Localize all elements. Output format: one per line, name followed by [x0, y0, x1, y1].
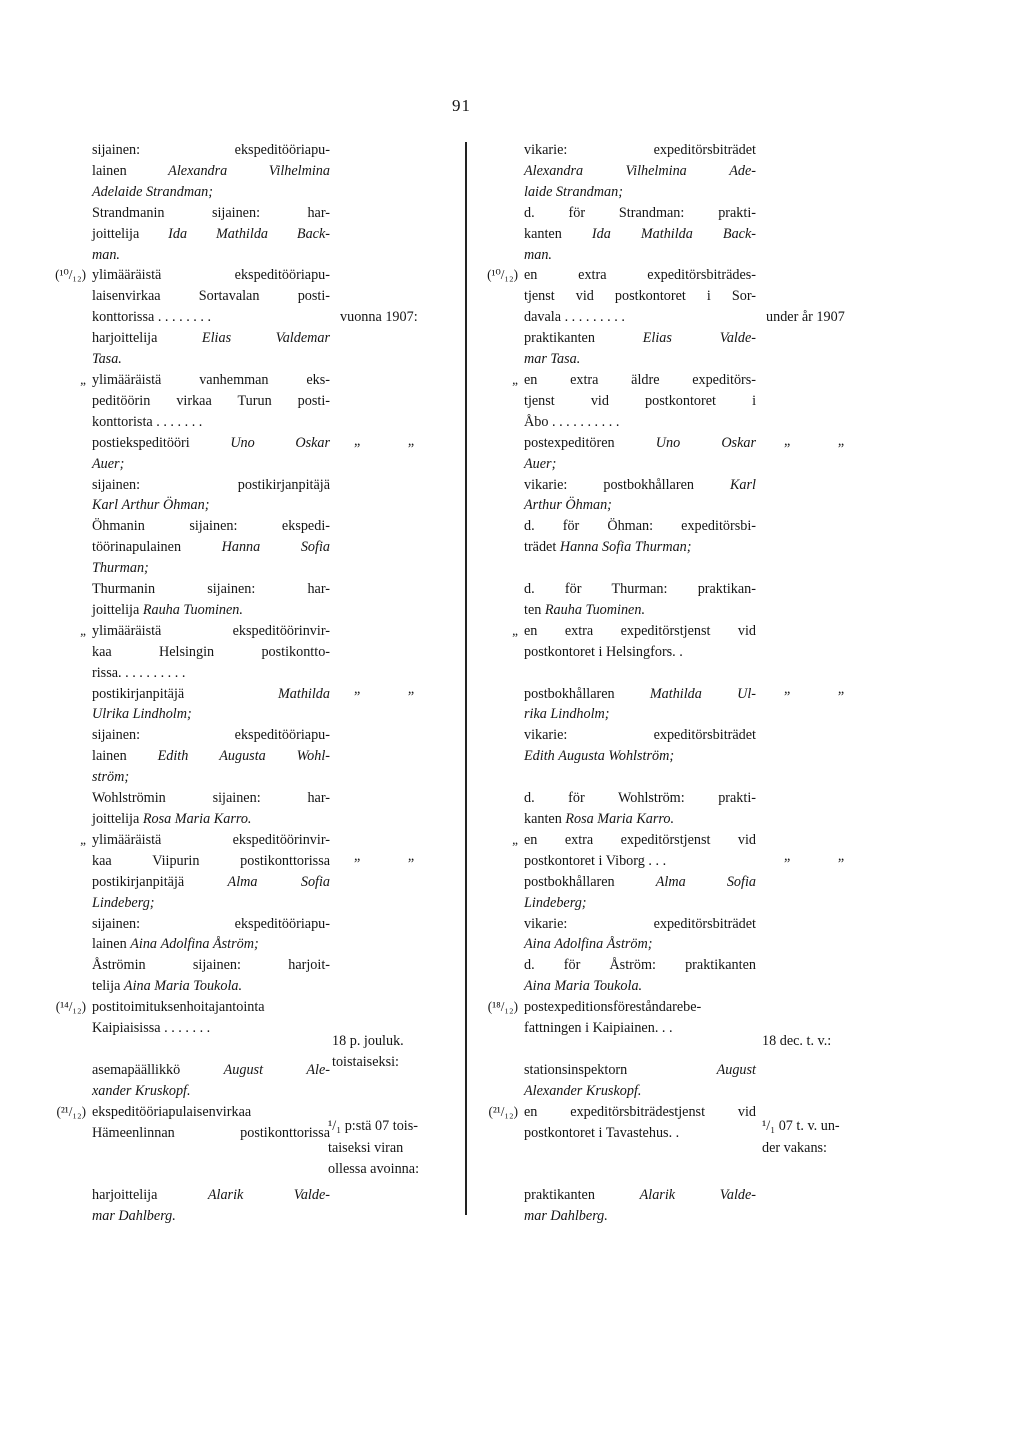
fi-entry-line: asemapäällikkö August Ale-	[92, 1061, 330, 1078]
fi-entry-line: Ulrika Lindholm;	[92, 706, 192, 723]
sv-entry-line: stationsinspektorn August	[524, 1061, 756, 1078]
fi-entry-line: kaa Viipurin postikonttorissa	[92, 852, 331, 869]
fi-entry-line: postikirjanpitäjä Alma Sofia	[92, 873, 331, 890]
sv-entry-line: vikarie: expeditörsbiträdet	[524, 142, 756, 158]
fi-date-1907: vuonna 1907:	[340, 309, 418, 325]
fi-date-hameenlinna-1: ¹/₁ p:stä 07 tois-	[328, 1118, 418, 1134]
sv-ditto-viborg: „ „	[784, 848, 867, 864]
sv-ditto-helsingfors: „ „	[784, 681, 867, 697]
sv-entry-line: Alexandra Vilhelmina Ade-	[524, 162, 756, 179]
sv-entry-line	[524, 767, 756, 788]
fi-date-hameenlinna-3: ollessa avoinna:	[328, 1161, 420, 1177]
swedish-column	[487, 140, 757, 1227]
sv-entry-line: laide Strandman;	[524, 183, 623, 200]
sv-entry-line: man.	[524, 246, 552, 263]
column-divider	[465, 142, 467, 1215]
sv-entry-marker: (¹⁰/₁₂)	[487, 267, 518, 283]
sv-entry-line: tjenst vid postkontoret i Sor-	[524, 288, 756, 305]
sv-entry-line: Aina Maria Toukola.	[524, 978, 643, 995]
fi-entry-line: Wohlströmin sijainen: har-	[92, 790, 331, 807]
sv-entry-line: kanten Ida Mathilda Back-	[524, 225, 757, 242]
fi-entry-line: ekspeditööriapulaisenvirkaa	[92, 1103, 252, 1120]
fi-entry-line: lainen Alexandra Vilhelmina	[92, 162, 330, 179]
fi-entry-line: Strandmanin sijainen: har-	[92, 204, 330, 221]
sv-date-kaipiainen: 18 dec. t. v.:	[762, 1033, 832, 1049]
fi-entry-line: rissa. . . . . . . . . .	[92, 664, 186, 681]
sv-entry-line: Lindeberg;	[524, 894, 587, 911]
sv-entry-line: postbokhållaren Mathilda Ul-	[524, 685, 757, 702]
sv-entry-line: vikarie: expeditörsbiträdet	[524, 915, 756, 932]
sv-entry-line: davala . . . . . . . . .	[524, 309, 625, 326]
sv-entry-line: ten Rauha Tuominen.	[524, 601, 645, 618]
sv-entry-line: mar Dahlberg.	[524, 1208, 608, 1225]
fi-entry-line: xander Kruskopf.	[92, 1082, 191, 1099]
sv-entry-line: postkontoret i Viborg . . .	[524, 852, 667, 869]
fi-entry-line: ylimääräistä ekspeditöörinvir-	[92, 831, 330, 848]
page-number: 91	[452, 96, 471, 115]
fi-entry-line: harjoittelija Alarik Valde-	[92, 1187, 330, 1204]
finnish-column	[55, 140, 331, 1227]
sv-entry-line: d. för Åström: praktikanten	[524, 957, 756, 974]
fi-entry-line: konttorissa . . . . . . . .	[92, 309, 212, 326]
sv-entry-line: mar Tasa.	[524, 351, 581, 368]
fi-entry-line: harjoittelija Elias Valdemar	[92, 330, 330, 347]
fi-entry-line	[92, 1144, 330, 1165]
fi-entry-marker: (¹⁴/₁₂)	[55, 999, 86, 1015]
fi-entry-marker: „	[80, 831, 86, 847]
sv-entry-line: vikarie: postbokhållaren Karl	[524, 476, 756, 493]
sv-date-1907: under år 1907	[766, 309, 845, 325]
fi-entry-line: Hämeenlinnan postikonttorissa	[92, 1124, 330, 1141]
fi-entry-line: Auer;	[92, 455, 125, 472]
fi-ditto-turku: „ „	[354, 433, 437, 449]
fi-entry-line: kaa Helsingin postikontto-	[92, 643, 331, 660]
fi-entry-marker: (¹⁰/₁₂)	[55, 267, 86, 283]
fi-entry-marker: „	[80, 371, 86, 387]
fi-entry-line: Thurman;	[92, 560, 149, 577]
sv-date-tavastehus-2: der vakans:	[762, 1140, 828, 1156]
sv-entry-line: Åbo . . . . . . . . . .	[524, 413, 620, 430]
sv-entry-line: Alexander Kruskopf.	[524, 1082, 642, 1099]
sv-entry-line	[524, 558, 756, 579]
fi-entry-line: joittelija Rosa Maria Karro.	[92, 811, 252, 827]
fi-date-kaipiainen-2: toistaiseksi:	[332, 1054, 399, 1070]
sv-entry-line: en extra expeditörsbiträdes-	[524, 267, 756, 284]
fi-entry-line	[92, 1164, 330, 1185]
sv-entry-line: tjenst vid postkontoret i	[524, 392, 757, 409]
sv-entry-line: praktikanten Elias Valde-	[524, 330, 756, 347]
sv-entry-e2	[487, 265, 756, 370]
fi-entry-marker: (²¹/₁₂)	[56, 1103, 86, 1119]
fi-entry-line: postitoimituksenhoitajantointa	[92, 999, 265, 1016]
sv-entry-line: d. för Öhman: expeditörsbi-	[524, 518, 756, 535]
fi-entry-line: Thurmanin sijainen: har-	[92, 581, 330, 598]
sv-entry-marker: (¹⁸/₁₂)	[487, 999, 518, 1015]
sv-entry-marker: „	[512, 371, 518, 387]
sv-date-tavastehus-1: ¹/₁ 07 t. v. un-	[762, 1118, 840, 1134]
fi-ditto-viipuri: „ „	[354, 848, 437, 864]
fi-entry-line: Öhmanin sijainen: ekspedi-	[92, 518, 330, 535]
fi-entry-line: telija Aina Maria Toukola.	[92, 978, 243, 995]
fi-entry-line: lainen Edith Augusta Wohl-	[92, 748, 331, 765]
fi-entry-line: töörinapulainen Hanna Sofia	[92, 539, 330, 556]
sv-entry-line	[524, 1144, 756, 1165]
fi-entry-line: Kaipiaisissa . . . . . . .	[92, 1020, 211, 1037]
sv-entry-line	[524, 1039, 756, 1060]
fi-entry-line: Lindeberg;	[92, 894, 155, 911]
sv-entry-line: kanten Rosa Maria Karro.	[524, 811, 675, 827]
fi-entry-line: Adelaide Strandman;	[92, 183, 213, 200]
fi-entry-line: ström;	[92, 769, 130, 786]
sv-entry-e1	[524, 140, 756, 265]
fi-entry-line: sijainen: postikirjanpitäjä	[92, 476, 330, 493]
fi-entry-line: laisenvirkaa Sortavalan posti-	[92, 288, 331, 305]
sv-entry-line: Auer;	[524, 455, 557, 472]
fi-ditto-helsinki: „ „	[354, 681, 437, 697]
fi-entry-marker: „	[80, 622, 86, 638]
sv-entry-line	[524, 1164, 756, 1185]
fi-entry-e5	[80, 830, 331, 997]
sv-entry-line: Arthur Öhman;	[524, 497, 612, 514]
sv-entry-e3	[512, 370, 757, 621]
sv-entry-line: postbokhållaren Alma Sofia	[524, 873, 756, 890]
fi-entry-e2	[55, 265, 331, 370]
fi-entry-line: man.	[92, 246, 120, 263]
fi-entry-line: Tasa.	[92, 351, 122, 368]
sv-entry-line: trädet Hanna Sofia Thurman;	[524, 539, 692, 556]
sv-entry-line: fattningen i Kaipiainen. . .	[524, 1020, 673, 1037]
sv-entry-line: en expeditörsbiträdestjenst vid	[524, 1103, 757, 1120]
fi-entry-line: Åströmin sijainen: harjoit-	[92, 957, 331, 974]
sv-entry-marker: „	[512, 622, 518, 638]
fi-entry-line: Karl Arthur Öhman;	[92, 497, 210, 514]
fi-entry-line: ylimääräistä ekspeditööriapu-	[92, 267, 330, 284]
fi-entry-line: sijainen: ekspeditööriapu-	[92, 142, 330, 158]
fi-entry-line: lainen Aina Adolfina Åström;	[92, 936, 259, 953]
sv-entry-marker: „	[512, 831, 518, 847]
sv-entry-line: rika Lindholm;	[524, 706, 610, 723]
sv-entry-e7	[488, 1102, 757, 1227]
sv-entry-line: postexpeditionsföreståndarebe-	[524, 999, 702, 1016]
sv-entry-marker: (²¹/₁₂)	[488, 1103, 518, 1119]
fi-entry-line: ylimääräistä vanhemman eks-	[92, 371, 331, 388]
sv-entry-line: en extra expeditörstjenst vid	[524, 831, 757, 848]
sv-entry-line: d. för Thurman: praktikan-	[524, 581, 756, 598]
fi-entry-e3	[80, 370, 331, 621]
fi-date-hameenlinna-2: taiseksi viran	[328, 1140, 404, 1156]
sv-entry-line: praktikanten Alarik Valde-	[524, 1187, 757, 1204]
sv-entry-line: vikarie: expeditörsbiträdet	[524, 727, 756, 744]
fi-entry-e1	[92, 140, 330, 265]
fi-entry-line: konttorista . . . . . . .	[92, 413, 203, 430]
fi-entry-line: joittelija Ida Mathilda Back-	[92, 225, 330, 242]
sv-entry-e6	[487, 997, 756, 1102]
sv-entry-line: d. för Strandman: prakti-	[524, 204, 757, 221]
fi-date-kaipiainen-1: 18 p. jouluk.	[332, 1033, 404, 1049]
sv-entry-line: postkontoret i Tavastehus. .	[524, 1124, 680, 1141]
sv-entry-e4	[512, 621, 757, 830]
fi-entry-line: ylimääräistä ekspeditöörinvir-	[92, 622, 330, 639]
fi-entry-e4	[80, 621, 331, 830]
sv-entry-e5	[512, 830, 757, 997]
sv-entry-line	[524, 663, 756, 684]
sv-entry-line: postexpeditören Uno Oskar	[524, 434, 756, 451]
fi-entry-line: postikirjanpitäjä Mathilda	[92, 685, 330, 702]
fi-entry-line: sijainen: ekspeditööriapu-	[92, 915, 330, 932]
sv-entry-line: Edith Augusta Wohlström;	[524, 748, 675, 765]
fi-entry-line: sijainen: ekspeditööriapu-	[92, 727, 330, 744]
fi-entry-line	[92, 1039, 330, 1060]
fi-entry-e6	[55, 997, 330, 1102]
sv-entry-line: d. för Wohlström: prakti-	[524, 790, 757, 807]
fi-entry-line: postiekspeditööri Uno Oskar	[92, 434, 331, 451]
sv-entry-line: postkontoret i Helsingfors. .	[524, 643, 683, 660]
sv-entry-line: Aina Adolfina Åström;	[524, 936, 653, 953]
sv-ditto-abo: „ „	[784, 433, 867, 449]
sv-entry-line: en extra expeditörstjenst vid	[524, 622, 757, 639]
sv-entry-line: en extra äldre expeditörs-	[524, 371, 757, 388]
fi-entry-line: joittelija Rauha Tuominen.	[92, 601, 243, 618]
fi-entry-e7	[56, 1102, 330, 1227]
fi-entry-line: peditöörin virkaa Turun posti-	[92, 392, 330, 409]
fi-entry-line: mar Dahlberg.	[92, 1208, 176, 1225]
